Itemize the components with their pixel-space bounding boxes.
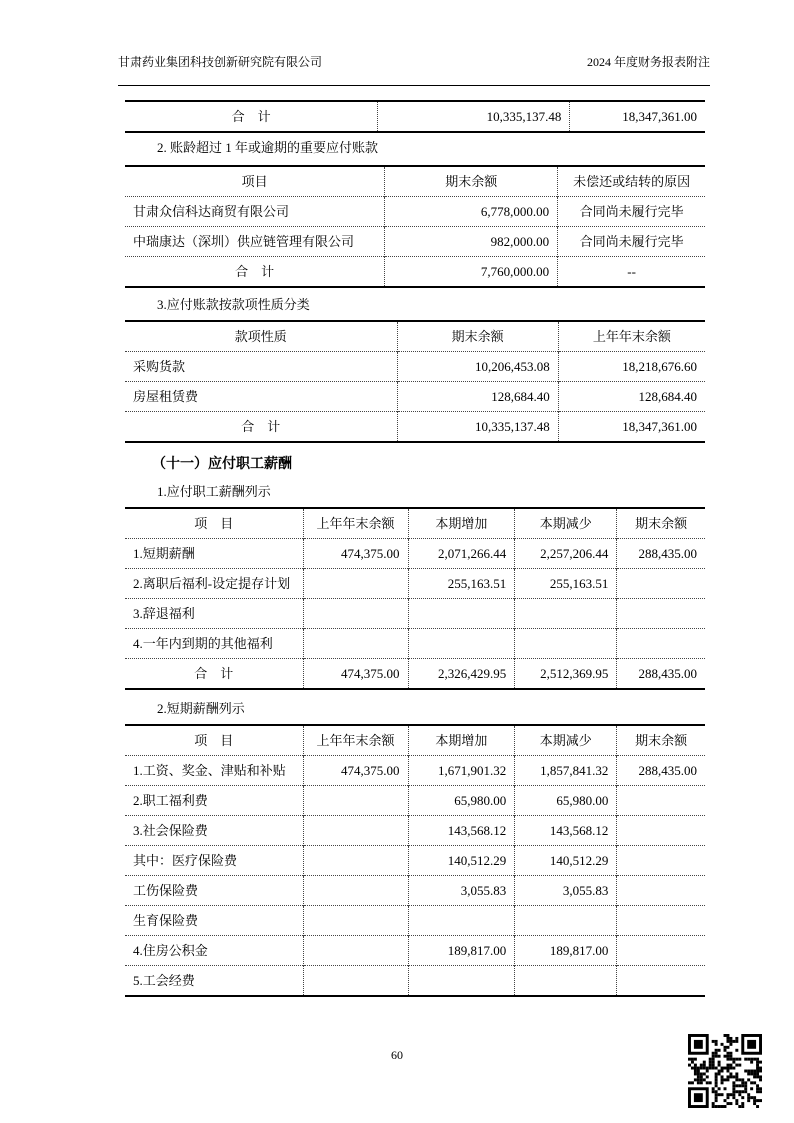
section-heading-employee-compensation: （十一）应付职工薪酬 (152, 457, 292, 472)
table-cell: 生育保险费 (125, 906, 303, 936)
column-header: 项 目 (194, 516, 234, 531)
table-cell: 189,817.00 (515, 936, 617, 966)
page-header (118, 54, 710, 70)
table-cell: 474,375.00 (303, 756, 408, 786)
table-header-row (125, 508, 705, 539)
table-row (125, 101, 705, 132)
subsection-heading-compensation-list: 1.应付职工薪酬列示 (157, 484, 271, 499)
table-row (125, 906, 705, 936)
document-title: 2024 年度财务报表附注 (586, 55, 710, 69)
table-cell: 288,435.00 (617, 659, 705, 690)
table-header-row (125, 166, 705, 197)
table-cell (617, 936, 705, 966)
column-header: 期末余额 (397, 321, 558, 352)
column-header: 项 目 (194, 733, 234, 748)
table-cell (303, 966, 408, 997)
table-cell: 4.住房公积金 (125, 936, 303, 966)
table-cell (617, 599, 705, 629)
table-cell (303, 906, 408, 936)
table-cell: 3,055.83 (408, 876, 515, 906)
table-cell: 2,326,429.95 (408, 659, 515, 690)
table-cell: 2.离职后福利-设定提存计划 (125, 569, 303, 599)
table-cell: 474,375.00 (303, 659, 408, 690)
table-row (125, 569, 705, 599)
column-header: 上年年末余额 (558, 321, 705, 352)
table-row (125, 936, 705, 966)
table-cell (617, 876, 705, 906)
table-row (125, 786, 705, 816)
table-row (125, 659, 705, 690)
table-payables-total-continued (125, 100, 705, 133)
table-cell (303, 599, 408, 629)
table-cell: 3,055.83 (515, 876, 617, 906)
table-row (125, 382, 705, 412)
table-cell: 982,000.00 (385, 227, 558, 257)
table-cell: 288,435.00 (617, 756, 705, 786)
table-cell: 128,684.40 (397, 382, 558, 412)
table-cell: 合 计 (231, 109, 271, 124)
table-cell: 128,684.40 (558, 382, 705, 412)
table-header-row (125, 321, 705, 352)
column-header: 期末余额 (385, 166, 558, 197)
table-row (125, 257, 705, 288)
table-cell (408, 599, 515, 629)
table-cell: 18,347,361.00 (570, 101, 705, 132)
table-cell (303, 569, 408, 599)
table-cell: 3.社会保险费 (125, 816, 303, 846)
table-cell: 工伤保险费 (125, 876, 303, 906)
table-cell: 2,512,369.95 (515, 659, 617, 690)
column-header: 期末余额 (617, 508, 705, 539)
table-cell (617, 629, 705, 659)
table-cell: 合 计 (125, 412, 397, 443)
table-cell: 18,347,361.00 (558, 412, 705, 443)
table-cell: 255,163.51 (408, 569, 515, 599)
table-row (125, 966, 705, 997)
table-cell: 1,671,901.32 (408, 756, 515, 786)
table-cell: 合 计 (125, 257, 385, 288)
table-row (125, 756, 705, 786)
column-header: 上年年末余额 (303, 508, 408, 539)
table-cell (303, 936, 408, 966)
column-header: 本期减少 (515, 508, 617, 539)
table-cell: 10,206,453.08 (397, 352, 558, 382)
table-cell: 10,335,137.48 (378, 101, 570, 132)
table-payables-by-nature (125, 320, 705, 443)
table-cell: 1.短期薪酬 (125, 539, 303, 569)
table-cell: 2,071,266.44 (408, 539, 515, 569)
table-cell: 房屋租赁费 (125, 382, 397, 412)
table-cell: 189,817.00 (408, 936, 515, 966)
table-cell: 288,435.00 (617, 539, 705, 569)
table-cell: 合同尚未履行完毕 (558, 227, 705, 257)
table-cell (515, 599, 617, 629)
table-cell: 140,512.29 (408, 846, 515, 876)
column-header: 本期增加 (408, 508, 515, 539)
table-cell: 4.一年内到期的其他福利 (125, 629, 303, 659)
table-cell: 143,568.12 (408, 816, 515, 846)
table-row (125, 846, 705, 876)
column-header: 项目 (241, 174, 268, 189)
table-cell: 5.工会经费 (125, 966, 303, 997)
column-header: 上年年末余额 (303, 725, 408, 756)
table-cell (617, 786, 705, 816)
table-cell: 65,980.00 (408, 786, 515, 816)
table-cell: 其中：医疗保险费 (125, 846, 303, 876)
table-cell (515, 966, 617, 997)
company-name: 甘肃药业集团科技创新研究院有限公司 (118, 55, 323, 69)
table-cell: 采购货款 (125, 352, 397, 382)
table-cell: 2,257,206.44 (515, 539, 617, 569)
table-cell: 18,218,676.60 (558, 352, 705, 382)
table-employee-compensation (125, 507, 705, 690)
table-row (125, 197, 705, 227)
table-cell (515, 629, 617, 659)
table-cell (617, 906, 705, 936)
column-header: 未偿还或结转的原因 (558, 166, 705, 197)
table-cell (303, 816, 408, 846)
table-row (125, 352, 705, 382)
subsection-heading-short-term-list: 2.短期薪酬列示 (157, 701, 245, 716)
table-cell: 474,375.00 (303, 539, 408, 569)
page-number: 60 (391, 1048, 403, 1062)
table-cell: 10,335,137.48 (397, 412, 558, 443)
table-row (125, 227, 705, 257)
column-header: 本期减少 (515, 725, 617, 756)
table-cell: 143,568.12 (515, 816, 617, 846)
table-row (125, 599, 705, 629)
header-rule (118, 85, 710, 86)
table-row (125, 876, 705, 906)
table-cell: 1.工资、奖金、津贴和补贴 (125, 756, 303, 786)
table-row (125, 539, 705, 569)
table-cell: 255,163.51 (515, 569, 617, 599)
table-overdue-important-payables (125, 165, 705, 288)
table-header-row (125, 725, 705, 756)
table-cell: 合同尚未履行完毕 (558, 197, 705, 227)
table-cell: 3.辞退福利 (125, 599, 303, 629)
table-row (125, 816, 705, 846)
table-short-term-compensation (125, 724, 705, 997)
table-cell (408, 966, 515, 997)
column-header: 期末余额 (617, 725, 705, 756)
table-cell: -- (558, 257, 705, 288)
table-cell: 65,980.00 (515, 786, 617, 816)
table-cell (408, 629, 515, 659)
table-cell (303, 786, 408, 816)
table-cell (408, 906, 515, 936)
table-cell (303, 876, 408, 906)
table-cell: 2.职工福利费 (125, 786, 303, 816)
table-row (125, 629, 705, 659)
table-row (125, 412, 705, 443)
table-cell (303, 629, 408, 659)
table-cell (617, 569, 705, 599)
table-cell: 140,512.29 (515, 846, 617, 876)
column-header: 款项性质 (234, 329, 287, 344)
table-cell: 6,778,000.00 (385, 197, 558, 227)
table-cell: 中瑞康达（深圳）供应链管理有限公司 (125, 227, 385, 257)
table-cell (617, 966, 705, 997)
table-cell: 甘肃众信科达商贸有限公司 (125, 197, 385, 227)
table-cell: 合 计 (125, 659, 303, 690)
section-heading-payables-by-nature: 3.应付账款按款项性质分类 (157, 297, 310, 312)
table-cell (303, 846, 408, 876)
column-header: 本期增加 (408, 725, 515, 756)
table-cell (617, 846, 705, 876)
qr-code-icon (688, 1034, 762, 1108)
table-cell (515, 906, 617, 936)
table-cell: 7,760,000.00 (385, 257, 558, 288)
section-heading-overdue-payables: 2. 账龄超过 1 年或逾期的重要应付账款 (157, 140, 379, 155)
table-cell (617, 816, 705, 846)
table-cell: 1,857,841.32 (515, 756, 617, 786)
